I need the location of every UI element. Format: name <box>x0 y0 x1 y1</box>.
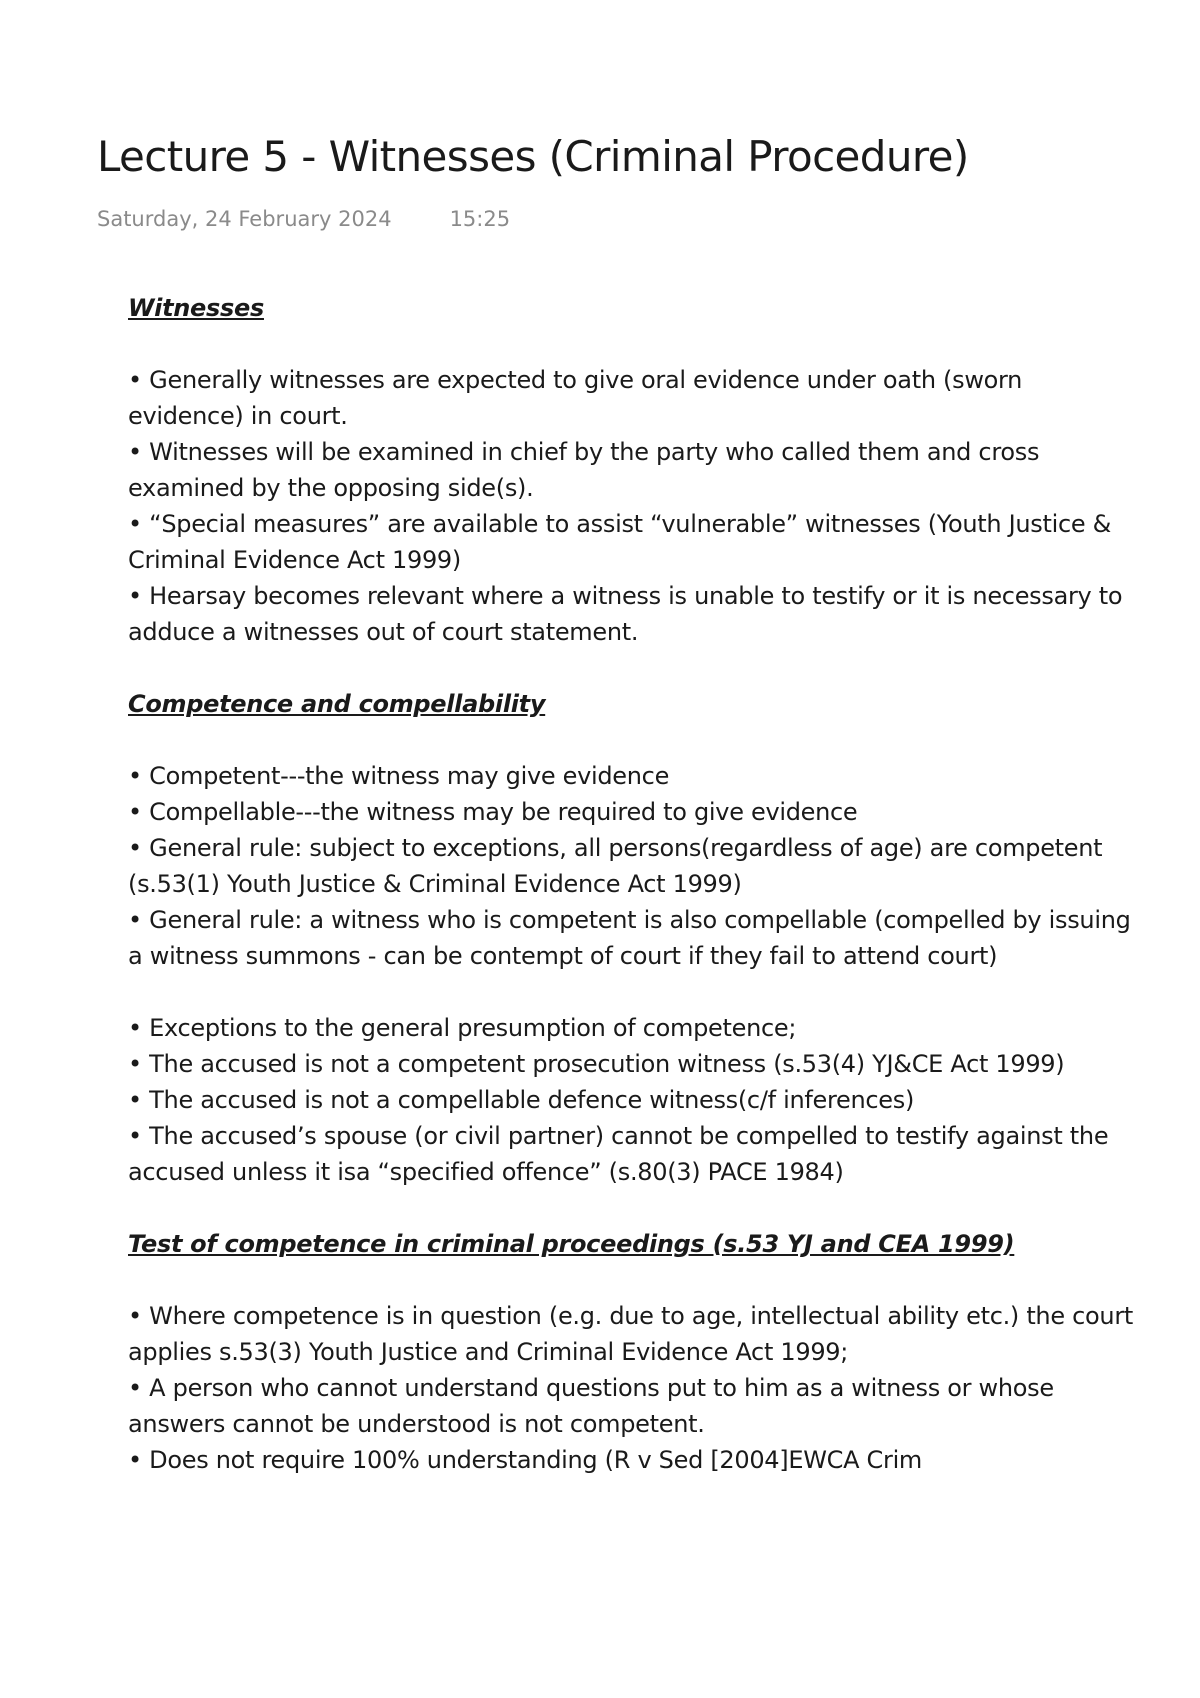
bullet-item: • The accused’s spouse (or civil partner) cannot be compelled to testify against the accused unless it isa “specified offence” (s.80(3) PACE 1984) <box>128 1122 1109 1186</box>
section-heading: Witnesses <box>128 294 264 322</box>
bullet-item: • Generally witnesses are expected to give oral evidence under oath (sworn evidence) in court. <box>128 366 1023 430</box>
section-heading: Test of competence in criminal proceedings (s.53 YJ and CEA 1999) <box>128 1230 1015 1258</box>
bullet-item: • A person who cannot understand questions put to him as a witness or whose answers cannot be understood is not competent. <box>128 1374 1054 1438</box>
bullet-list <box>128 758 1138 974</box>
bullet-item: • General rule: subject to exceptions, all persons(regardless of age) are competent (s.53(1) Youth Justice & Criminal Evidence Act 1999) <box>128 834 1103 898</box>
section-test-of-competence <box>128 1226 1138 1478</box>
bullet-item: • Competent---the witness may give evidence <box>128 762 670 790</box>
bullet-item: • Hearsay becomes relevant where a witness is unable to testify or it is necessary to adduce a witnesses out of court statement. <box>128 582 1123 646</box>
bullet-item: • “Special measures” are available to assist “vulnerable” witnesses (Youth Justice & Criminal Evidence Act 1999) <box>128 510 1112 574</box>
bullet-list <box>128 362 1138 650</box>
bullet-item: • The accused is not a compellable defence witness(c/f inferences) <box>128 1086 915 1114</box>
section-witnesses <box>128 290 1138 686</box>
bullet-item: • Exceptions to the general presumption of competence; <box>128 1014 797 1042</box>
bullet-item: • Where competence is in question (e.g. due to age, intellectual ability etc.) the court applies s.53(3) Youth Justice and Criminal Evidence Act 1999; <box>128 1302 1134 1366</box>
note-time: 15:25 <box>449 207 511 231</box>
page-title: Lecture 5 - Witnesses (Criminal Procedure) <box>97 132 969 181</box>
bullet-item: • Does not require 100% understanding (R v Sed [2004]EWCA Crim <box>128 1446 923 1474</box>
section-competence-and-compellability <box>128 686 1138 1226</box>
bullet-item: • General rule: a witness who is competent is also compellable (compelled by issuing a witness summons - can be contempt of court if they fail to attend court) <box>128 906 1131 970</box>
bullet-item: • The accused is not a competent prosecution witness (s.53(4) YJ&CE Act 1999) <box>128 1050 1065 1078</box>
bullet-item: • Compellable---the witness may be required to give evidence <box>128 798 858 826</box>
note-date: Saturday, 24 February 2024 <box>97 207 392 231</box>
bullet-item: • Witnesses will be examined in chief by the party who called them and cross examined by the opposing side(s). <box>128 438 1040 502</box>
note-body <box>128 290 1138 1478</box>
note-timestamp <box>97 207 510 231</box>
bullet-list <box>128 1010 1138 1190</box>
bullet-list <box>128 1298 1138 1478</box>
section-heading: Competence and compellability <box>128 690 546 718</box>
